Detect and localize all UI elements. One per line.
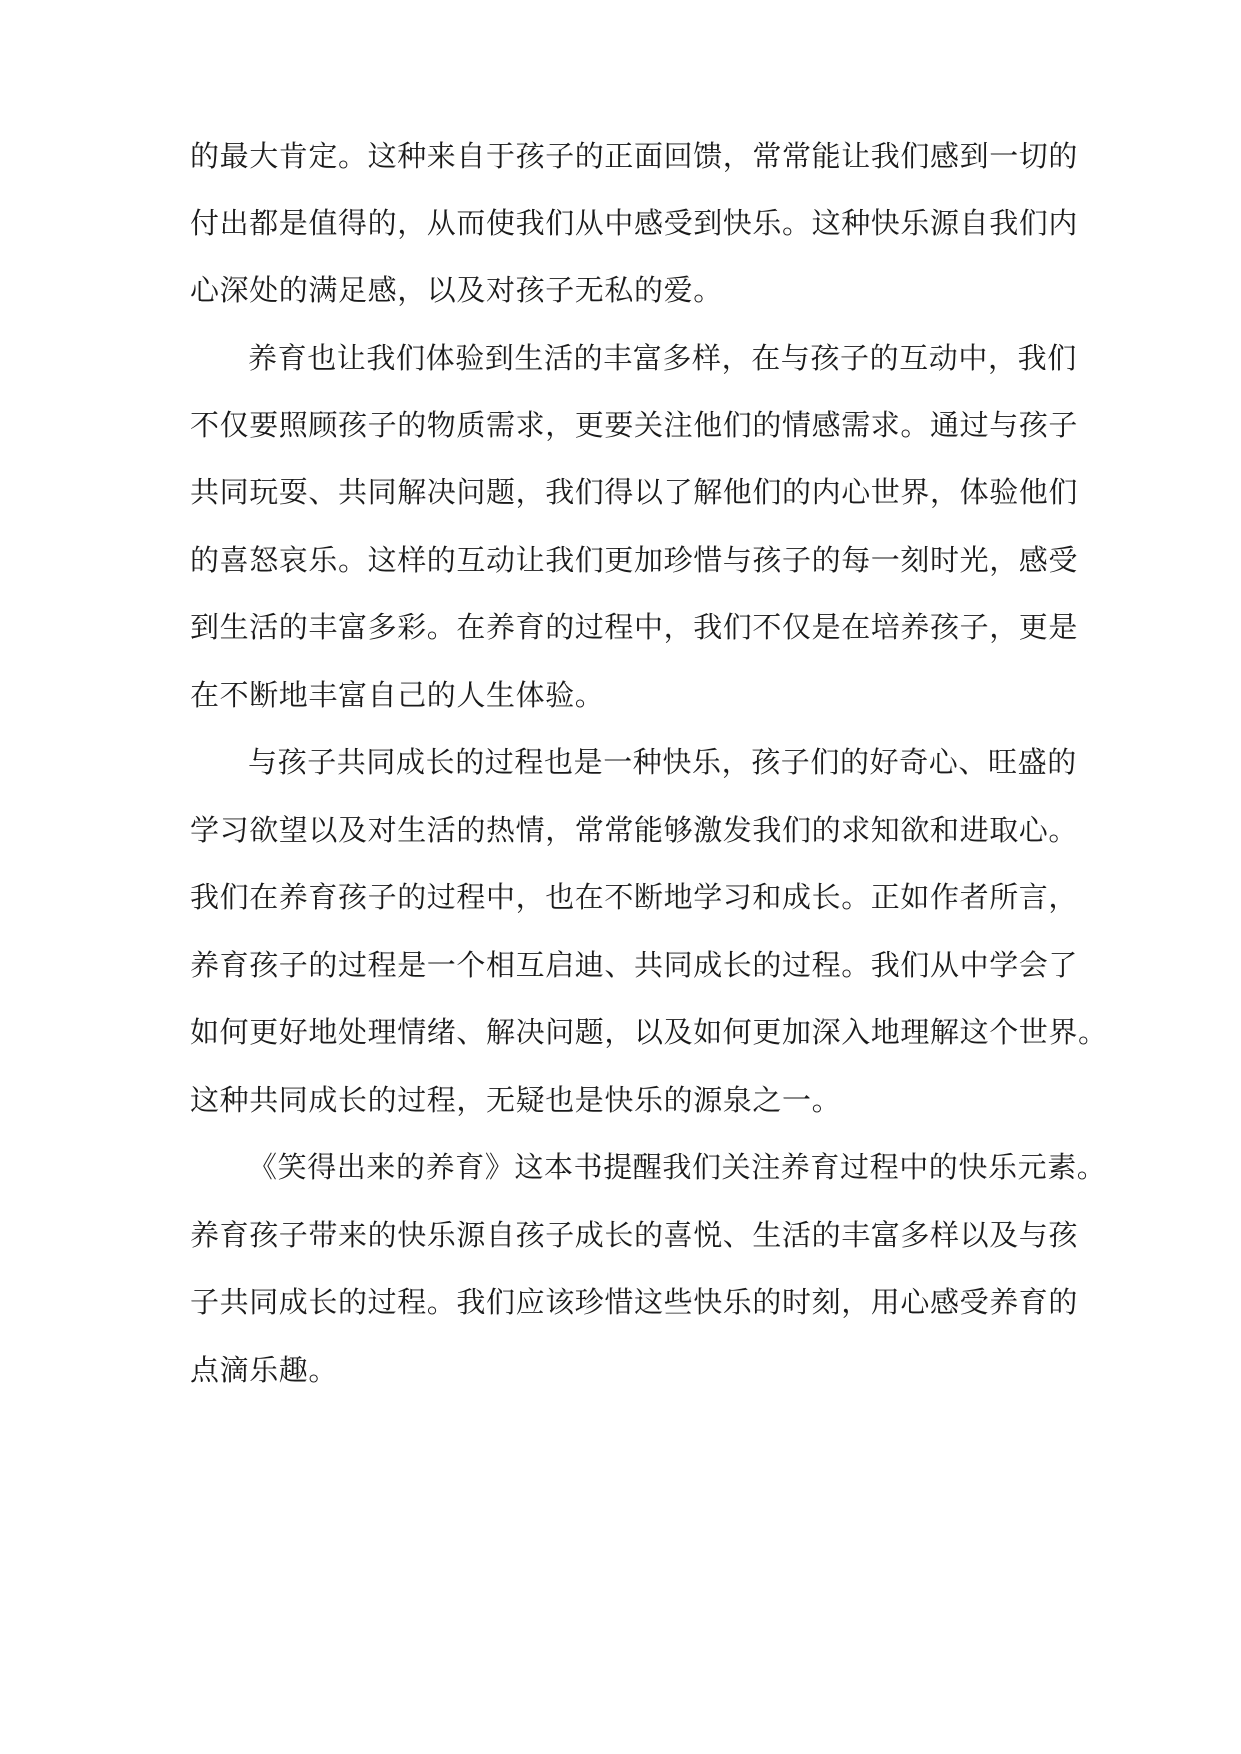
text-line: 付出都是值得的，从而使我们从中感受到快乐。这种快乐源自我们内	[190, 206, 1079, 240]
text-line: 不仅要照顾孩子的物质需求，更要关注他们的情感需求。通过与孩子	[190, 408, 1079, 442]
paragraph-first-line: 与孩子共同成长的过程也是一种快乐，孩子们的好奇心、旺盛的	[248, 745, 1077, 779]
text-line: 点滴乐趣。	[190, 1353, 339, 1387]
paragraph-first-line: 养育也让我们体验到生活的丰富多样，在与孩子的互动中，我们	[248, 341, 1077, 375]
text-line: 养育孩子的过程是一个相互启迪、共同成长的过程。我们从中学会了	[190, 948, 1079, 982]
text-line: 的最大肯定。这种来自于孩子的正面回馈，常常能让我们感到一切的	[190, 139, 1079, 173]
text-line: 的喜怒哀乐。这样的互动让我们更加珍惜与孩子的每一刻时光，感受	[190, 543, 1079, 577]
text-line: 如何更好地处理情绪、解决问题，以及如何更加深入地理解这个世界。	[190, 1015, 1108, 1049]
text-line: 养育孩子带来的快乐源自孩子成长的喜悦、生活的丰富多样以及与孩	[190, 1218, 1079, 1252]
text-line: 在不断地丰富自己的人生体验。	[190, 678, 605, 712]
paragraph-first-line: 《笑得出来的养育》这本书提醒我们关注养育过程中的快乐元素。	[248, 1150, 1107, 1184]
text-line: 学习欲望以及对生活的热情，常常能够激发我们的求知欲和进取心。	[190, 813, 1079, 847]
text-line: 这种共同成长的过程，无疑也是快乐的源泉之一。	[190, 1083, 842, 1117]
text-line: 到生活的丰富多彩。在养育的过程中，我们不仅是在培养孩子，更是	[190, 610, 1079, 644]
text-line: 子共同成长的过程。我们应该珍惜这些快乐的时刻，用心感受养育的	[190, 1285, 1079, 1319]
text-line: 我们在养育孩子的过程中，也在不断地学习和成长。正如作者所言，	[190, 880, 1079, 914]
text-line: 心深处的满足感，以及对孩子无私的爱。	[190, 273, 723, 307]
text-line: 共同玩耍、共同解决问题，我们得以了解他们的内心世界，体验他们	[190, 475, 1079, 509]
